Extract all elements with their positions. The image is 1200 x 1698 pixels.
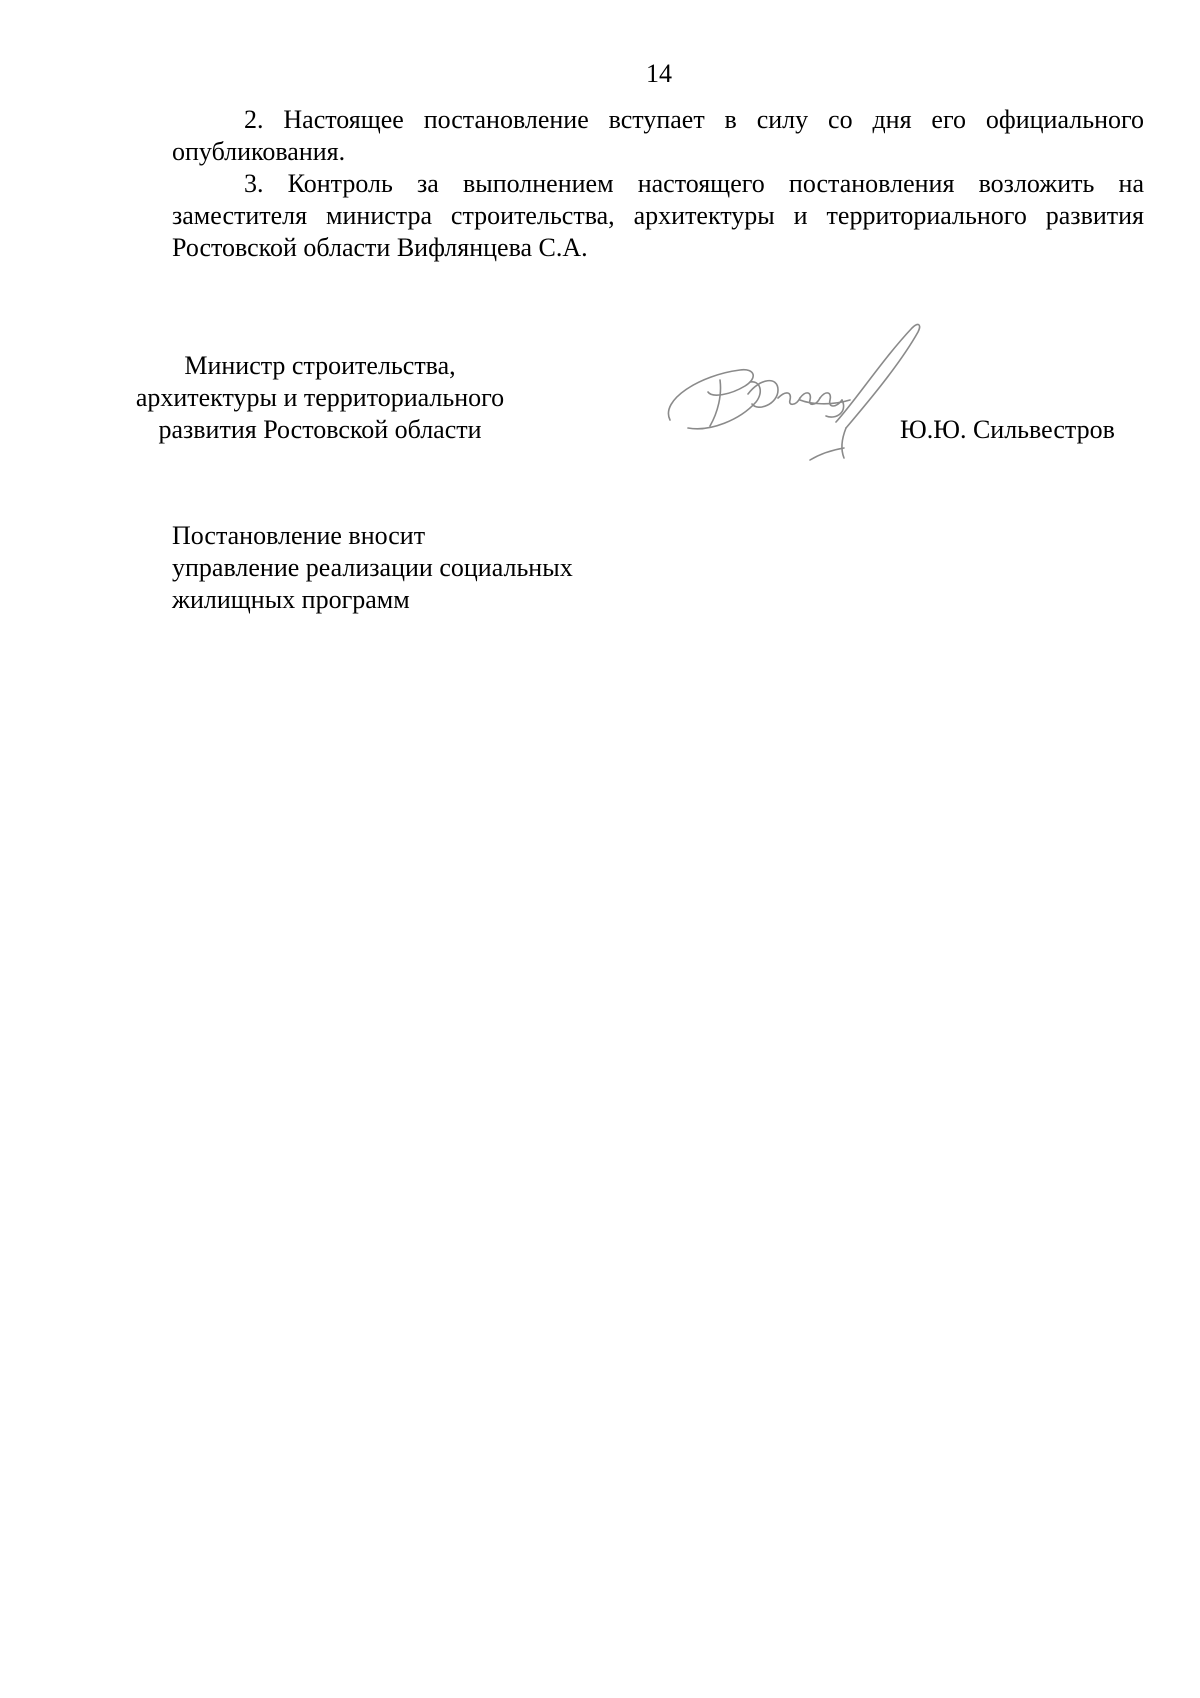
submitted-by-line: жилищных программ — [172, 585, 410, 614]
signatory-name: Ю.Ю. Сильвестров — [900, 415, 1115, 444]
document-body — [172, 104, 1144, 264]
signatory-position — [100, 350, 540, 446]
handwritten-signature — [660, 320, 940, 480]
page-number: 14 — [646, 59, 672, 88]
submitted-by-line: управление реализации социальных — [172, 553, 573, 582]
signatory-position-line: Министр строительства, — [184, 351, 456, 380]
submitted-by — [172, 520, 573, 616]
signatory-position-line: архитектуры и территориального — [135, 383, 505, 412]
submitted-by-line: Постановление вносит — [172, 521, 426, 550]
signatory-position-line: развития Ростовской области — [158, 415, 482, 444]
paragraph-entry-into-force: 2. Настоящее постановление вступает в силу со дня его официального опубликования. — [172, 105, 1144, 166]
paragraph-control: 3. Контроль за выполнением настоящего постановления возложить на заместителя министра строительства, архитектуры и территориального развития Ростовской области Вифлянцева С.А. — [172, 169, 1144, 262]
